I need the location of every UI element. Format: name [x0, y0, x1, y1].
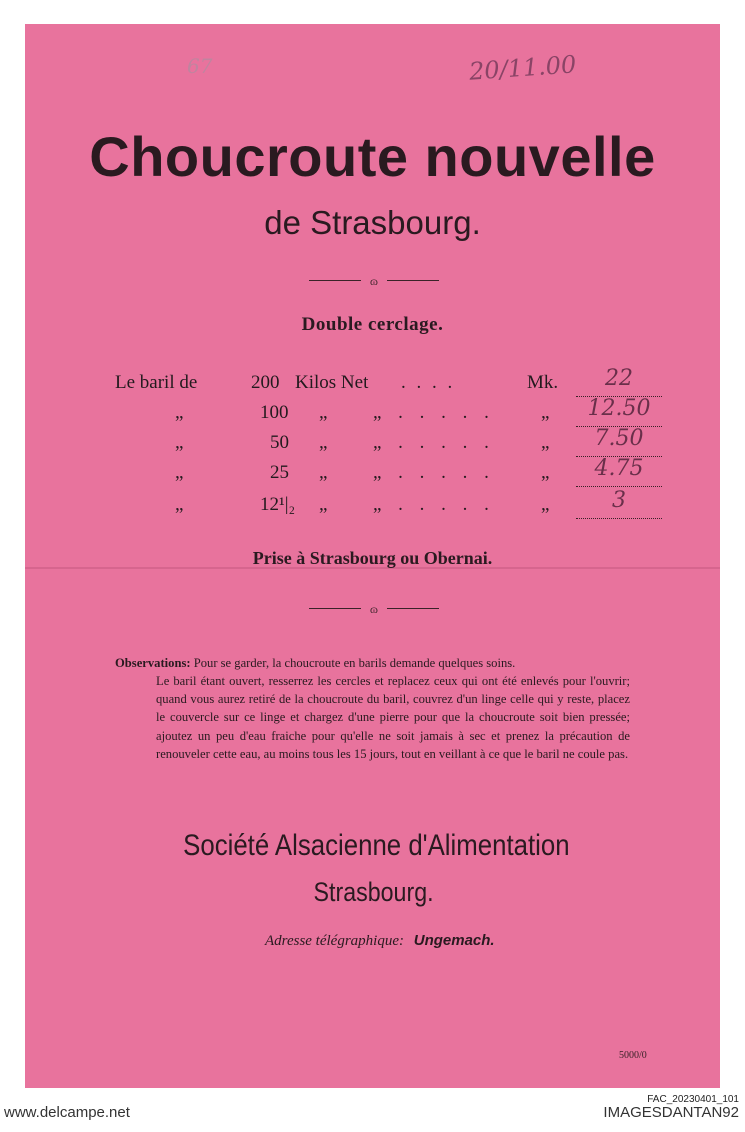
price-row-unit: „	[319, 494, 328, 515]
price-row-unit: „	[319, 402, 328, 423]
telegraph-value: Ungemach.	[413, 932, 495, 949]
document-subtitle: de Strasbourg.	[264, 204, 481, 241]
price-row-prefix: „	[175, 402, 184, 423]
price-row-currency: „	[541, 432, 550, 453]
telegraph-address	[265, 932, 495, 950]
watermark-left: www.delcampe.net	[4, 1104, 130, 1121]
company-city: Strasbourg.	[313, 877, 434, 907]
price-row	[115, 488, 675, 524]
pencil-mark: 67	[187, 54, 213, 78]
document-title: Choucroute nouvelle	[89, 125, 656, 188]
price-row-unit: Kilos Net	[295, 372, 369, 393]
price-row-prefix: „	[175, 462, 184, 483]
price-row-prefix: „	[175, 432, 184, 453]
price-row-quantity: 100	[260, 402, 289, 423]
print-code: 5000/0	[619, 1050, 647, 1061]
observations-first-text: Pour se garder, la choucroute en barils demande quelques soins.	[193, 656, 516, 670]
handwritten-date: 20/11.00	[468, 50, 578, 86]
company-name: Société Alsacienne d'Alimentation	[183, 829, 570, 862]
price-row-dots: „ . . . . .	[373, 462, 495, 483]
handwritten-price: 7.50	[576, 426, 662, 457]
price-row-unit: „	[319, 462, 328, 483]
handwritten-price: 12.50	[576, 396, 662, 427]
price-row-currency: Mk.	[527, 372, 559, 393]
price-row-dots: „ . . . . .	[373, 432, 495, 453]
ornament-glyph: ɷ	[370, 274, 378, 288]
price-row-currency: „	[541, 494, 550, 515]
pickup-note: Prise à Strasbourg ou Obernai.	[252, 548, 493, 568]
observations-label: Observations:	[115, 656, 191, 670]
price-row-currency: „	[541, 402, 550, 423]
price-row-dots: „ . . . . .	[373, 402, 495, 423]
telegraph-label: Adresse télégraphique:	[265, 933, 404, 949]
price-row-prefix: „	[175, 494, 184, 515]
observations-body: Le baril étant ouvert, resserrez les cercles et replacez ceux qui ont été enlevés pour l'ouvrir; quand vous aurez retiré de la choucroute du baril, couvrez d'un linge celle qui y reste, placez le couvercle sur ce linge et chargez d'une pierre pour que la choucroute soit bien pressée; ajoutez un peu d'eau fraiche pour qu'elle ne soit jamais à sec et prenez la précaution de renouveler cette eau, au moins tous les 15 jours, tout en veillant à ce que le baril ne coule pas.	[156, 674, 630, 761]
handwritten-price: 22	[576, 366, 662, 397]
price-row-dots: . . . .	[401, 372, 456, 393]
image-footer	[0, 1092, 745, 1128]
price-row-dots: „ . . . . .	[373, 494, 495, 515]
ornament-divider	[309, 602, 439, 616]
price-row-currency: „	[541, 462, 550, 483]
price-row-unit: „	[319, 432, 328, 453]
handwritten-price: 4.75	[576, 456, 662, 487]
price-row-quantity: 200	[251, 372, 280, 393]
section-heading: Double cerclage.	[301, 314, 444, 335]
price-row-quantity: 50	[270, 432, 289, 453]
price-row-quantity: 12¹|₂	[260, 494, 296, 515]
handwritten-price: 3	[576, 488, 662, 519]
observations-first-line	[115, 654, 630, 672]
image-reference: FAC_20230401_101	[647, 1094, 739, 1105]
ornament-glyph: ɷ	[370, 602, 378, 616]
watermark-right: IMAGESDANTAN92	[603, 1104, 739, 1121]
price-row-quantity: 25	[270, 462, 289, 483]
document-sheet	[25, 24, 720, 1088]
price-row-prefix: Le baril de	[115, 372, 198, 393]
ornament-divider	[309, 274, 439, 288]
